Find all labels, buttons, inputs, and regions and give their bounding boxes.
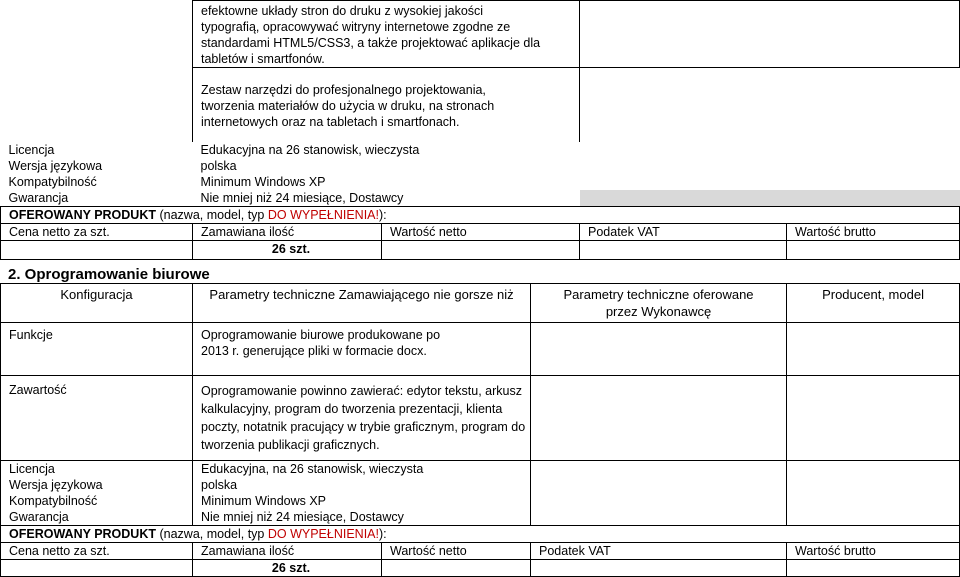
price-header: Wartość brutto [787, 224, 960, 241]
header-producer-model: Producent, model [787, 284, 960, 323]
price-header: Zamawiana ilość [193, 224, 382, 241]
price-header: Podatek VAT [531, 543, 787, 560]
row-label: Wersja językowa [1, 477, 193, 493]
row-value: polska [200, 159, 237, 173]
offered-product-row: OFEROWANY PRODUKT (nazwa, model, typ DO WYPEŁNIENIA!): [1, 207, 960, 224]
header-configuration: Konfiguracja [1, 284, 193, 323]
row-value: Minimum Windows XP [193, 493, 531, 509]
price-header: Cena netto za szt. [1, 543, 193, 560]
desc-top-cell: efektowne układy stron do druku z wysokiej jakości typografią, opracowywać witryny internetowe zgodne ze standardami HTML5/CSS3, a także projektować aplikacje dla tabletów i smartfonów. [193, 1, 580, 68]
row-label: Licencja [8, 143, 55, 157]
price-header: Wartość brutto [787, 543, 960, 560]
quantity-cell: 26 szt. [193, 560, 382, 577]
row-label: Wersja językowa [8, 159, 103, 173]
row-value: Nie mniej niż 24 miesiące, Dostawcy [193, 509, 531, 526]
zawartosc-label: Zawartość [1, 376, 193, 461]
header-required-params: Parametry techniczne Zamawiającego nie gorsze niż [193, 284, 531, 323]
empty-offer-cell [580, 1, 960, 68]
row-label: Gwarancja [8, 191, 69, 205]
row-label: Kompatybilność [1, 493, 193, 509]
offered-product-row: OFEROWANY PRODUKT (nazwa, model, typ DO WYPEŁNIENIA!): [1, 526, 960, 543]
zawartosc-value: Oprogramowanie powinno zawierać: edytor tekstu, arkusz kalkulacyjny, program do tworzenia prezentacji, klienta poczty, notatnik pracujący w trybie graficznym, program do tworzenia publikacji graficznych. [193, 376, 531, 461]
quantity-cell: 26 szt. [193, 241, 382, 260]
row-label: Kompatybilność [8, 175, 97, 189]
shaded-cell [580, 190, 960, 207]
desc-second-cell: Zestaw narzędzi do profesjonalnego projektowania, tworzenia materiałów do użycia w druku, na stronach internetowych oraz na tabletach i smartfonach. [193, 68, 580, 143]
spec-table-2 [0, 283, 960, 577]
price-header: Podatek VAT [580, 224, 787, 241]
row-label: Licencja [1, 461, 193, 478]
funkcje-label: Funkcje [1, 323, 193, 376]
row-value: Edukacyjna na 26 stanowisk, wieczysta [200, 143, 420, 157]
spec-table-1 [0, 0, 960, 260]
funkcje-value: Oprogramowanie biurowe produkowane po 2013 r. generujące pliki w formacie docx. [193, 323, 531, 376]
row-value: polska [193, 477, 531, 493]
price-header: Wartość netto [382, 543, 531, 560]
row-value: Edukacyjna, na 26 stanowisk, wieczysta [193, 461, 531, 478]
header-offered-params: Parametry techniczne oferowane przez Wykonawcę [531, 284, 787, 323]
section-title: 2. Oprogramowanie biurowe [8, 266, 210, 283]
price-header: Zamawiana ilość [193, 543, 382, 560]
row-value: Minimum Windows XP [200, 175, 326, 189]
row-value: Nie mniej niż 24 miesiące, Dostawcy [200, 191, 404, 205]
price-header: Cena netto za szt. [1, 224, 193, 241]
row-label: Gwarancja [1, 509, 193, 526]
price-header: Wartość netto [382, 224, 580, 241]
